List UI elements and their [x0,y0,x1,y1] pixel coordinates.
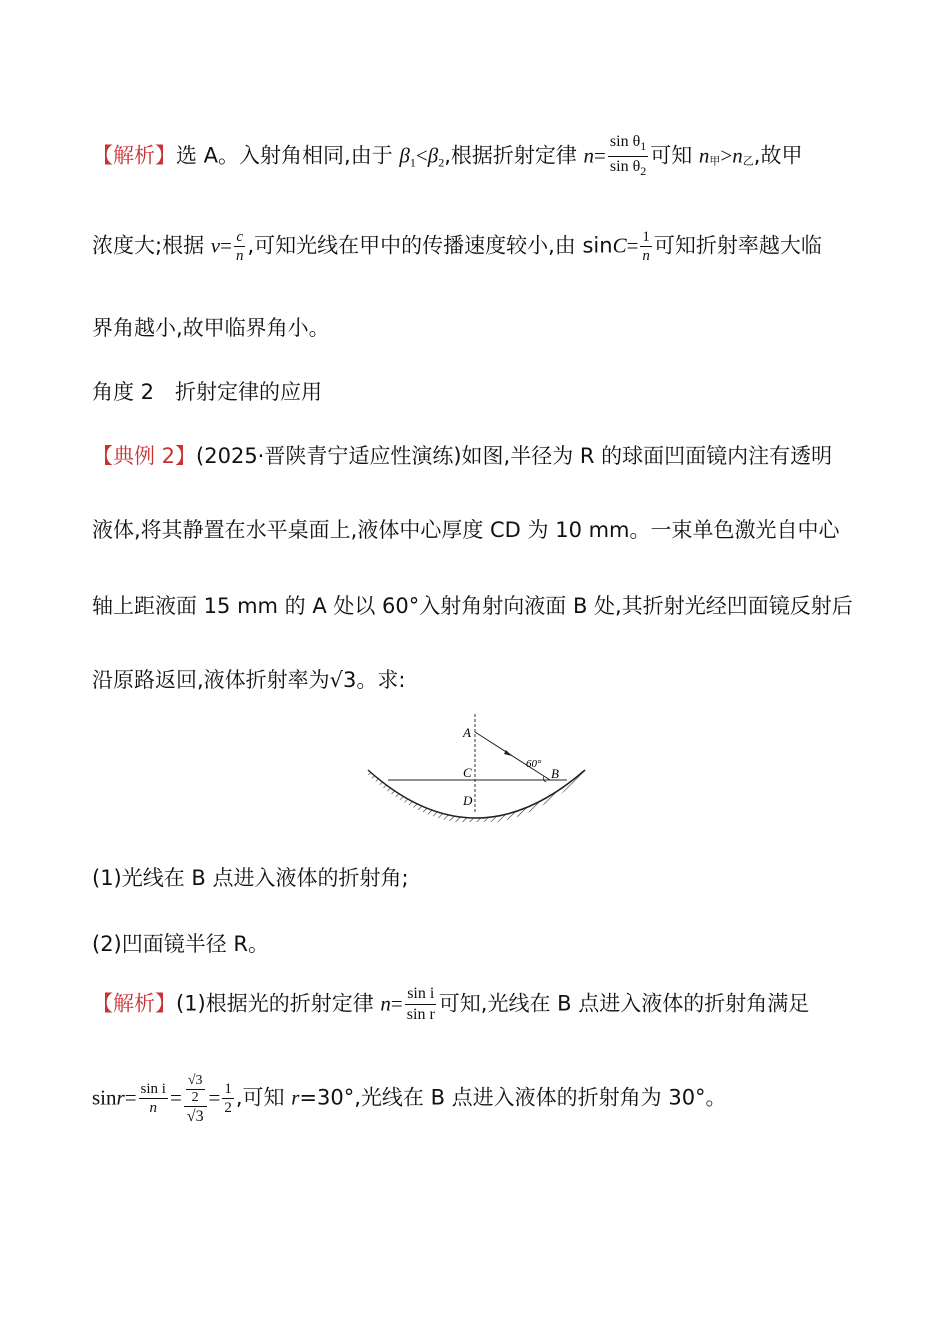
solution-text: 可知,光线在 B 点进入液体的折射角满足 [438,991,810,1016]
fraction-numerator: sin i [405,984,436,1005]
question-2: (2)凹面镜半径 R。 [92,932,270,956]
n-symbol: n [380,991,391,1016]
n-symbol: n [698,143,710,168]
C-symbol: C [612,233,627,258]
fraction-denominator: n [642,248,650,264]
analysis-text: ,可知光线在甲中的传播速度较小,由 sin [247,233,613,258]
analysis-text: 可知 [650,143,699,168]
r-symbol: r [291,1085,300,1110]
concave-mirror-figure [360,712,600,822]
equals: = [390,991,403,1016]
analysis-text: 可知折射率越大临 [653,233,822,258]
fraction-denominator: √3 [186,1108,204,1125]
fraction-numerator: 1 [642,229,650,245]
question-1: (1)光线在 B 点进入液体的折射角; [92,866,409,890]
label-B: B [551,766,559,781]
equals: = [594,143,606,168]
fraction-numerator: c [236,229,244,245]
equals: = [124,1085,137,1110]
example-line-4: 沿原路返回,液体折射率为√3。求: [92,668,406,692]
subscript: 1 [640,139,647,153]
beta-symbol: β [399,143,410,168]
section-heading: 角度 2 折射定律的应用 [92,380,323,404]
speed-fraction [234,228,246,265]
example-line-2: 液体,将其静置在水平桌面上,液体中心厚度 CD 为 10 mm。一束单色激光自中心 [92,518,840,542]
analysis-text: ,故甲 [753,143,803,168]
sin-text: sin [92,1085,117,1110]
subscript-jia: 甲 [709,154,721,168]
solution-text: =30°,光线在 B 点进入液体的折射角为 30°。 [299,1085,727,1110]
r-symbol: r [116,1085,125,1110]
fraction-denominator: 2 [224,1100,232,1116]
example-line-3: 轴上距液面 15 mm 的 A 处以 60°入射角射向液面 B 处,其折射光经凹面镜反射后 [92,594,853,618]
refraction-fraction [405,984,437,1025]
subscript: 2 [640,164,647,178]
equals: = [169,1085,182,1110]
fraction-numerator: sin i [140,1081,166,1097]
fraction-denominator: n [149,1100,158,1116]
solution-line-2 [92,1070,910,1127]
v-symbol: v [210,233,221,258]
nested-numerator: √3 [187,1073,203,1088]
nested-fraction [184,1070,207,1127]
solution-tag: 【解析】 [92,991,176,1016]
fraction-denominator: n [235,248,244,264]
fraction-numerator: sin θ [609,133,641,150]
greater-than: > [720,143,733,168]
angle-label: 60° [526,758,542,770]
subscript-yi: 乙 [742,154,754,168]
solution-text: ,可知 [235,1085,292,1110]
equals: = [208,1085,221,1110]
snell-fraction [608,132,648,181]
nested-denominator: 2 [191,1090,199,1105]
analysis-text: 浓度大;根据 [92,233,211,258]
equals: = [626,233,639,258]
analysis-tag: 【解析】 [92,143,176,168]
analysis-line-2 [92,228,910,265]
analysis-text: 选 A。入射角相同,由于 [176,143,400,168]
subscript: 2 [438,155,445,170]
less-than: < [415,143,428,168]
fraction-numerator: 1 [224,1081,232,1097]
subscript: 1 [409,155,416,170]
solution-text: (1)根据光的折射定律 [176,991,381,1016]
critical-fraction [640,228,652,265]
fraction-denominator: sin r [406,1006,435,1023]
half-fraction [222,1080,234,1117]
n-symbol: n [732,143,743,168]
analysis-line-3: 界角越小,故甲临界角小。 [92,316,330,340]
solution-line-1 [92,984,910,1025]
example-tag: 【典例 2】 [92,444,197,468]
analysis-text: ,根据折射定律 [444,143,584,168]
example-text: (2025·晋陕青宁适应性演练)如图,半径为 R 的球面凹面镜内注有透明 [196,444,833,468]
n-symbol: n [583,143,595,168]
laser-ray [475,732,550,780]
sin-over-n-fraction [139,1080,168,1117]
label-A: A [463,725,471,740]
label-D: D [463,793,473,808]
analysis-line-1 [92,132,910,181]
label-C: C [463,765,472,780]
beta-symbol: β [427,143,439,168]
equals: = [220,233,232,258]
example-line-1 [92,440,910,470]
fraction-denominator: sin θ [609,158,641,175]
